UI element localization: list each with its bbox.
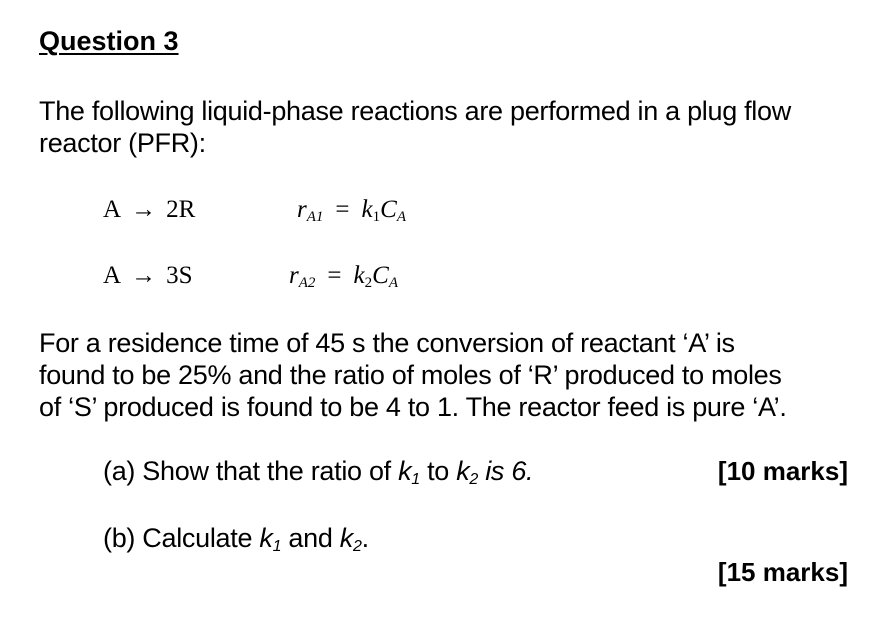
equals-sign: = [327, 262, 342, 289]
reaction-2 [103, 262, 192, 290]
part-a-prefix: (a) Show that the ratio of [103, 456, 399, 486]
intro-line-1: The following liquid-phase reactions are performed in a plug flow [39, 96, 791, 126]
reaction-arrow-icon: → [131, 262, 157, 289]
part-a-mid: to [419, 456, 457, 486]
part-b-prefix: (b) Calculate [103, 523, 260, 553]
rate-constant-subscript: 2 [364, 275, 373, 291]
problem-line-2: found to be 25% and the ratio of moles of ‘R’ produced to moles [39, 360, 782, 390]
part-b-k2: k [339, 523, 353, 553]
part-a-suffix: is 6. [478, 456, 534, 486]
rate-constant-subscript: 1 [372, 209, 381, 225]
part-a-question [103, 456, 533, 489]
rate-symbol: r [297, 196, 307, 223]
part-a-k1: k [398, 456, 412, 486]
part-a-k2: k [456, 456, 470, 486]
part-a-marks: [10 marks] [717, 456, 848, 486]
concentration-symbol: C [372, 262, 389, 289]
question-title: Question 3 [39, 26, 179, 56]
part-b-marks: [15 marks] [717, 557, 848, 587]
rate-subscript: A2 [298, 275, 316, 291]
reaction-arrow-icon: → [131, 196, 157, 223]
intro-paragraph [39, 95, 791, 159]
rate-law-2 [289, 262, 398, 292]
rate-law-1 [297, 196, 406, 226]
reaction-2-reactant: A [103, 262, 122, 289]
rate-symbol: r [289, 262, 299, 289]
part-b-k2-subscript: 2 [352, 538, 362, 555]
reaction-1-product: 2R [166, 196, 196, 223]
part-b-k1-subscript: 1 [272, 538, 282, 555]
reaction-1-reactant: A [103, 196, 122, 223]
part-a-k2-subscript: 2 [469, 471, 479, 488]
problem-line-3: of ‘S’ produced is found to be 4 to 1. The reactor feed is pure ‘A’. [39, 392, 787, 422]
concentration-symbol: C [380, 196, 397, 223]
rate-constant: k [361, 196, 373, 223]
part-a-k1-subscript: 1 [411, 471, 420, 488]
part-b-mid: and [281, 523, 340, 553]
problem-line-1: For a residence time of 45 s the conversion of reactant ‘A’ is [39, 328, 735, 358]
reaction-2-product: 3S [166, 262, 193, 289]
problem-paragraph [39, 327, 787, 423]
reaction-1 [103, 196, 195, 224]
rate-subscript: A1 [306, 209, 324, 225]
concentration-subscript: A [388, 275, 398, 291]
intro-line-2: reactor (PFR): [39, 128, 206, 158]
part-b-k1: k [259, 523, 273, 553]
equals-sign: = [335, 196, 350, 223]
part-b-question [103, 523, 369, 556]
rate-constant: k [353, 262, 365, 289]
part-b-suffix: . [361, 523, 369, 553]
concentration-subscript: A [396, 209, 406, 225]
